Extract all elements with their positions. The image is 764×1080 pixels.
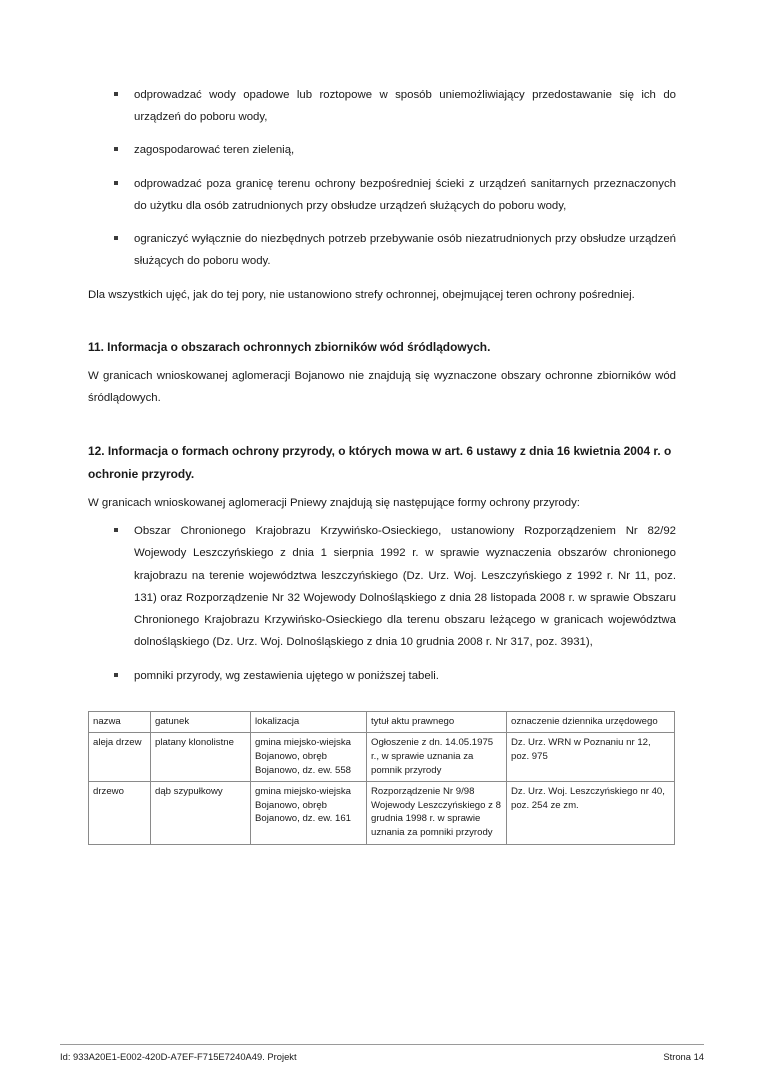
section-12-heading: 12. Informacja o formach ochrony przyrody, o których mowa w art. 6 ustawy z dnia 16 kwietnia 2004 r. o ochronie przyrody. xyxy=(88,443,672,481)
footer-page-number: Strona 14 xyxy=(663,1051,704,1062)
table-cell: Ogłoszenie z dn. 14.05.1975 r., w sprawie uznania za pomnik przyrody xyxy=(367,733,507,782)
section-12-paragraph: W granicach wnioskowanej aglomeracji Pniewy znajdują się następujące formy ochrony przyrody: xyxy=(88,496,580,509)
paragraph-after-bullets: Dla wszystkich ujęć, jak do tej pory, nie ustanowiono strefy ochronnej, obejmującej teren ochrony pośredniej. xyxy=(88,288,635,301)
list-item: ograniczyć wyłącznie do niezbędnych potrzeb przebywanie osób niezatrudnionych przy obsłudze urządzeń służących do poboru wody. xyxy=(88,228,676,272)
table-cell: gmina miejsko-wiejska Bojanowo, obręb Bojanowo, dz. ew. 558 xyxy=(251,733,367,782)
list-item: odprowadzać poza granicę terenu ochrony bezpośredniej ścieki z urządzeń sanitarnych przeznaczonych do użytku dla osób zatrudnionych przy obsłudze urządzeń służących do poboru wody, xyxy=(88,173,676,217)
table-header-cell: tytuł aktu prawnego xyxy=(367,711,507,733)
list-item: odprowadzać wody opadowe lub roztopowe w sposób uniemożliwiający przedostawanie się ich do urządzeń do poboru wody, xyxy=(88,84,676,128)
table-cell: Dz. Urz. WRN w Poznaniu nr 12, poz. 975 xyxy=(507,733,675,782)
list-item: pomniki przyrody, wg zestawienia ujętego w poniższej tabeli. xyxy=(88,665,676,687)
spacer xyxy=(88,410,676,440)
table-cell: aleja drzew xyxy=(89,733,151,782)
table-cell: Rozporządzenie Nr 9/98 Wojewody Leszczyńskiego z 8 grudnia 1998 r. w sprawie uznania za pomniki przyrody xyxy=(367,782,507,844)
section-11-paragraph: W granicach wnioskowanej aglomeracji Bojanowo nie znajdują się wyznaczone obszary ochronne zbiorników wód śródlądowych. xyxy=(88,370,676,405)
table-header-cell: gatunek xyxy=(151,711,251,733)
table-header-cell: oznaczenie dziennika urzędowego xyxy=(507,711,675,733)
table-cell: dąb szypułkowy xyxy=(151,782,251,844)
spacer xyxy=(88,306,676,336)
footer-document-id: Id: 933A20E1-E002-420D-A7EF-F715E7240A49. Projekt xyxy=(60,1051,297,1062)
table-header-row xyxy=(89,711,675,733)
nature-monuments-table xyxy=(88,711,675,845)
table-header-cell: lokalizacja xyxy=(251,711,367,733)
page-footer xyxy=(60,1044,704,1062)
table-cell: Dz. Urz. Woj. Leszczyńskiego nr 40, poz. 254 ze zm. xyxy=(507,782,675,844)
table-row xyxy=(89,782,675,844)
table-header-cell: nazwa xyxy=(89,711,151,733)
list-item: zagospodarować teren zielenią, xyxy=(88,139,676,161)
list-item: Obszar Chronionego Krajobrazu Krzywińsko-Osieckiego, ustanowiony Rozporządzeniem Nr 82/92 Wojewody Leszczyńskiego z dnia 1 sierpnia 1992 r. w sprawie wyznaczenia obszarów chronionego krajobrazu na terenie województwa leszczyńskiego (Dz. Urz. Woj. Leszczyńskiego z 1992 r. Nr 11, poz. 131) oraz Rozporządzenie Nr 32 Wojewody Dolnośląskiego z dnia 28 listopada 2008 r. w sprawie Obszaru Chronionego Krajobrazu Krzywińsko-Osieckiego dla terenu obszaru leżącego w granicach województwa dolnośląskiego (Dz. Urz. Woj. Dolnośląskiego z dnia 10 grudnia 2008 r. Nr 317, poz. 3931), xyxy=(88,520,676,653)
table-cell: platany klonolistne xyxy=(151,733,251,782)
table-row xyxy=(89,733,675,782)
bullet-list-obligations xyxy=(88,84,676,273)
table-cell: drzewo xyxy=(89,782,151,844)
table-cell: gmina miejsko-wiejska Bojanowo, obręb Bojanowo, dz. ew. 161 xyxy=(251,782,367,844)
bullet-list-nature-forms xyxy=(88,520,676,687)
section-11-heading: 11. Informacja o obszarach ochronnych zbiorników wód śródlądowych. xyxy=(88,339,491,354)
